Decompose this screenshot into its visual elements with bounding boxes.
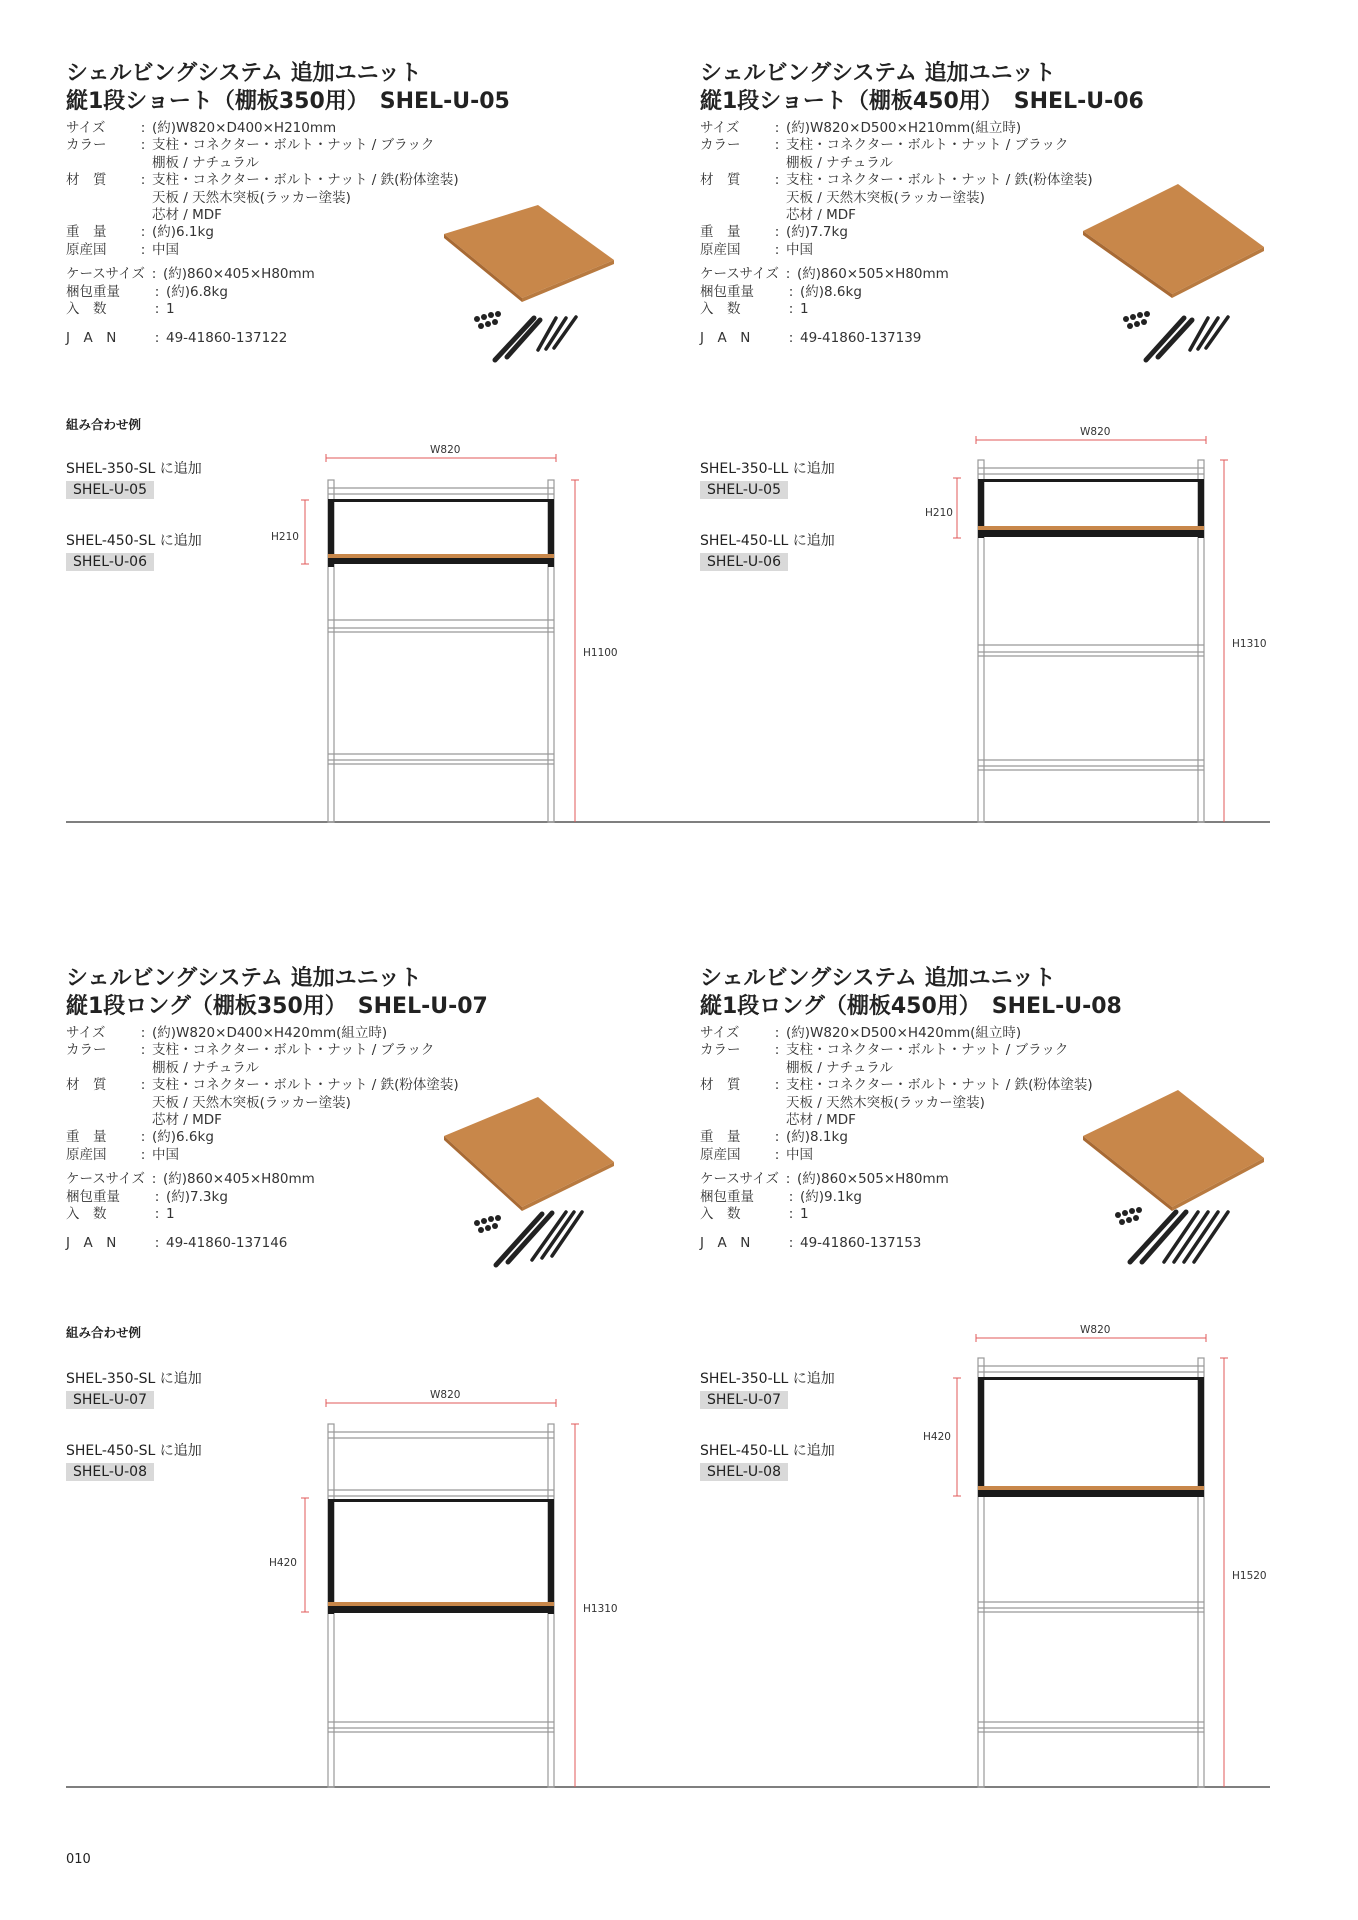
spec-origin: 中国 bbox=[786, 1146, 813, 1163]
product-title-line1: シェルビングシステム 追加ユニット bbox=[700, 61, 1056, 86]
spec-size: (約)W820×D400×H420mm(組立時) bbox=[152, 1025, 388, 1041]
combo-sl450-text: SHEL-450-SL に追加 bbox=[66, 533, 202, 549]
spec-material: 芯材 / MDF bbox=[152, 1112, 222, 1129]
spec-material: 天板 / 天然木突板(ラッカー塗装) bbox=[786, 1094, 985, 1111]
spec-label: 入 数 bbox=[700, 1206, 741, 1223]
spec-list: サイズ : (約)W820×D500×H420mm(組立時) カラー : 支柱・コネクター・ボルト・ナット / ブラック 棚板 / ナチュラル 材 質 : 支柱・コネクター・ボルト・ナット / 鉄(粉体塗装) 天板 / 天然木突板(ラッカー塗装) 芯材 / MDF 重 量 : (約)8.1kg 原産国 : 中国 ケースサイズ : (約)860×505×H80mm 梱包重量 : (約)9.1kg 入 数 : 1 J A N : 49-41860-137153 bbox=[700, 1025, 1093, 1252]
spec-qty: 1 bbox=[166, 301, 175, 318]
combo-sl350-text: SHEL-350-SL に追加 bbox=[66, 1371, 202, 1387]
combo-sl350-badge: SHEL-U-05 bbox=[66, 481, 154, 499]
spec-pack-weight: (約)7.3kg bbox=[166, 1188, 228, 1205]
product-title-line1: シェルビングシステム 追加ユニット bbox=[66, 966, 422, 991]
combo-heading: 組み合わせ例 bbox=[66, 1325, 142, 1340]
spec-label: 材 質 bbox=[66, 1077, 107, 1094]
spec-case-size: (約)860×505×H80mm bbox=[796, 266, 949, 283]
shelf-diagram-2 bbox=[953, 436, 1228, 822]
spec-label: サイズ bbox=[700, 1025, 740, 1041]
combo-sl350-badge: SHEL-U-07 bbox=[66, 1391, 154, 1409]
spec-color: 支柱・コネクター・ボルト・ナット / ブラック bbox=[152, 1042, 435, 1059]
spec-color: 棚板 / ナチュラル bbox=[786, 154, 893, 171]
spec-jan: 49-41860-137122 bbox=[166, 330, 288, 347]
spec-case-size: (約)860×505×H80mm bbox=[796, 1171, 949, 1188]
product-title-line1: シェルビングシステム 追加ユニット bbox=[66, 61, 422, 86]
spec-material: 支柱・コネクター・ボルト・ナット / 鉄(粉体塗装) bbox=[152, 1077, 459, 1094]
dimension-width-label: W820 bbox=[1080, 426, 1111, 438]
dimension-unit-height-label: H420 bbox=[269, 1557, 297, 1569]
spec-label: 入 数 bbox=[66, 301, 107, 318]
product-block-u07 bbox=[66, 965, 488, 1253]
spec-material: 天板 / 天然木突板(ラッカー塗装) bbox=[152, 1094, 351, 1111]
spec-label: ケースサイズ bbox=[700, 266, 779, 283]
dimension-total-height-label: H1520 bbox=[1232, 1570, 1267, 1582]
combo-heading: 組み合わせ例 bbox=[66, 417, 142, 432]
dimension-unit-height-label: H420 bbox=[923, 1431, 951, 1443]
spec-weight: (約)6.1kg bbox=[152, 224, 214, 241]
spec-label: カラー bbox=[700, 137, 741, 154]
page-number: 010 bbox=[66, 1852, 91, 1867]
combo-sl350-text: SHEL-350-SL に追加 bbox=[66, 461, 202, 477]
spec-label: 重 量 bbox=[700, 1129, 741, 1146]
spec-label: 重 量 bbox=[700, 224, 741, 241]
combo-sl450-text: SHEL-450-SL に追加 bbox=[66, 1443, 202, 1459]
spec-label: 梱包重量 bbox=[700, 283, 754, 300]
combo-ll450-text: SHEL-450-LL に追加 bbox=[700, 533, 835, 549]
spec-material: 支柱・コネクター・ボルト・ナット / 鉄(粉体塗装) bbox=[786, 1077, 1093, 1094]
combo-ll350-badge: SHEL-U-05 bbox=[700, 481, 788, 499]
combo-sl450-badge: SHEL-U-08 bbox=[66, 1463, 154, 1481]
spec-color: 棚板 / ナチュラル bbox=[152, 1059, 259, 1076]
dimension-total-height-label: H1310 bbox=[583, 1603, 618, 1615]
spec-material: 支柱・コネクター・ボルト・ナット / 鉄(粉体塗装) bbox=[152, 172, 459, 189]
spec-pack-weight: (約)8.6kg bbox=[800, 283, 862, 300]
product-block-u06 bbox=[700, 60, 1144, 348]
spec-label: 重 量 bbox=[66, 224, 107, 241]
spec-jan: 49-41860-137146 bbox=[166, 1235, 288, 1252]
spec-label: 材 質 bbox=[700, 172, 741, 189]
spec-size: (約)W820×D500×H210mm(組立時) bbox=[786, 120, 1022, 136]
spec-jan: 49-41860-137139 bbox=[800, 330, 922, 347]
spec-weight: (約)6.6kg bbox=[152, 1129, 214, 1146]
product-title-line2: 縦1段ショート（棚板350用） SHEL-U-05 bbox=[66, 89, 510, 114]
spec-qty: 1 bbox=[800, 301, 809, 318]
product-title-line2: 縦1段ショート（棚板450用） SHEL-U-06 bbox=[700, 89, 1144, 114]
spec-list: サイズ : (約)W820×D400×H420mm(組立時) カラー : 支柱・コネクター・ボルト・ナット / ブラック 棚板 / ナチュラル 材 質 : 支柱・コネクター・ボルト・ナット / 鉄(粉体塗装) 天板 / 天然木突板(ラッカー塗装) 芯材 / MDF 重 量 : (約)6.6kg 原産国 : 中国 ケースサイズ : (約)860×405×H80mm 梱包重量 : (約)7.3kg 入 数 : 1 J A N : 49-41860-137146 bbox=[66, 1025, 459, 1252]
combo-ll350-badge: SHEL-U-07 bbox=[700, 1391, 788, 1409]
dimension-unit-height-label: H210 bbox=[271, 531, 299, 543]
combo-ll450-badge: SHEL-U-08 bbox=[700, 1463, 788, 1481]
spec-case-size: (約)860×405×H80mm bbox=[162, 1171, 315, 1188]
spec-list: サイズ : (約)W820×D500×H210mm(組立時) カラー : 支柱・コネクター・ボルト・ナット / ブラック 棚板 / ナチュラル 材 質 : 支柱・コネクター・ボルト・ナット / 鉄(粉体塗装) 天板 / 天然木突板(ラッカー塗装) 芯材 / MDF 重 量 : (約)7.7kg 原産国 : 中国 ケースサイズ : (約)860×505×H80mm 梱包重量 : (約)8.6kg 入 数 : 1 J A N : 49-41860-137139 bbox=[700, 120, 1093, 347]
spec-material: 芯材 / MDF bbox=[786, 207, 856, 224]
spec-label: サイズ bbox=[66, 120, 106, 136]
spec-color: 支柱・コネクター・ボルト・ナット / ブラック bbox=[152, 137, 435, 154]
spec-label: ケースサイズ bbox=[700, 1171, 779, 1188]
spec-material: 芯材 / MDF bbox=[786, 1112, 856, 1129]
spec-label: 梱包重量 bbox=[700, 1188, 754, 1205]
spec-label: 入 数 bbox=[700, 301, 741, 318]
spec-label: 原産国 bbox=[700, 1146, 741, 1163]
spec-label: J A N bbox=[700, 1235, 751, 1252]
dimension-width-label: W820 bbox=[430, 1389, 461, 1401]
spec-label: 重 量 bbox=[66, 1129, 107, 1146]
spec-label: カラー bbox=[66, 137, 107, 154]
spec-case-size: (約)860×405×H80mm bbox=[162, 266, 315, 283]
shelf-diagram-4 bbox=[953, 1334, 1228, 1787]
spec-size: (約)W820×D500×H420mm(組立時) bbox=[786, 1025, 1022, 1041]
spec-origin: 中国 bbox=[152, 1146, 179, 1163]
spec-weight: (約)7.7kg bbox=[786, 224, 848, 241]
product-block-u08 bbox=[700, 965, 1122, 1253]
spec-color: 棚板 / ナチュラル bbox=[786, 1059, 893, 1076]
shelf-diagram-3 bbox=[301, 1399, 579, 1787]
spec-label: ケースサイズ bbox=[66, 266, 145, 283]
spec-label: J A N bbox=[700, 330, 751, 347]
spec-jan: 49-41860-137153 bbox=[800, 1235, 922, 1252]
spec-pack-weight: (約)6.8kg bbox=[166, 283, 228, 300]
spec-label: カラー bbox=[700, 1042, 741, 1059]
spec-label: カラー bbox=[66, 1042, 107, 1059]
spec-qty: 1 bbox=[800, 1206, 809, 1223]
shelf-diagram-1 bbox=[301, 454, 579, 822]
combo-ll450-badge: SHEL-U-06 bbox=[700, 553, 788, 571]
spec-weight: (約)8.1kg bbox=[786, 1129, 848, 1146]
spec-label: 原産国 bbox=[66, 1146, 107, 1163]
spec-material: 芯材 / MDF bbox=[152, 207, 222, 224]
spec-label: サイズ bbox=[66, 1025, 106, 1041]
product-title-line1: シェルビングシステム 追加ユニット bbox=[700, 966, 1056, 991]
spec-label: J A N bbox=[66, 1235, 117, 1252]
spec-label: J A N bbox=[66, 330, 117, 347]
combo-sl450-badge: SHEL-U-06 bbox=[66, 553, 154, 571]
spec-material: 天板 / 天然木突板(ラッカー塗装) bbox=[786, 189, 985, 206]
spec-label: ケースサイズ bbox=[66, 1171, 145, 1188]
spec-label: 梱包重量 bbox=[66, 1188, 120, 1205]
product-title-line2: 縦1段ロング（棚板350用） SHEL-U-07 bbox=[66, 994, 488, 1019]
dimension-total-height-label: H1310 bbox=[1232, 638, 1267, 650]
combo-ll350-text: SHEL-350-LL に追加 bbox=[700, 461, 835, 477]
spec-label: 材 質 bbox=[700, 1077, 741, 1094]
product-block-u05 bbox=[66, 60, 510, 348]
spec-origin: 中国 bbox=[152, 241, 179, 258]
spec-material: 支柱・コネクター・ボルト・ナット / 鉄(粉体塗装) bbox=[786, 172, 1093, 189]
spec-label: 入 数 bbox=[66, 1206, 107, 1223]
spec-label: 梱包重量 bbox=[66, 283, 120, 300]
spec-label: 材 質 bbox=[66, 172, 107, 189]
spec-qty: 1 bbox=[166, 1206, 175, 1223]
spec-label: 原産国 bbox=[700, 241, 741, 258]
dimension-total-height-label: H1100 bbox=[583, 647, 618, 659]
spec-size: (約)W820×D400×H210mm bbox=[152, 120, 337, 136]
spec-color: 支柱・コネクター・ボルト・ナット / ブラック bbox=[786, 1042, 1069, 1059]
spec-list: サイズ : (約)W820×D400×H210mm カラー : 支柱・コネクター・ボルト・ナット / ブラック 棚板 / ナチュラル 材 質 : 支柱・コネクター・ボルト・ナット / 鉄(粉体塗装) 天板 / 天然木突板(ラッカー塗装) 芯材 / MDF 重 量 : (約)6.1kg 原産国 : 中国 ケースサイズ : (約)860×405×H80mm 梱包重量 : (約)6.8kg 入 数 : 1 J A N : 49-41860-137122 bbox=[66, 120, 459, 347]
spec-color: 支柱・コネクター・ボルト・ナット / ブラック bbox=[786, 137, 1069, 154]
dimension-width-label: W820 bbox=[1080, 1324, 1111, 1336]
spec-origin: 中国 bbox=[786, 241, 813, 258]
spec-label: サイズ bbox=[700, 120, 740, 136]
spec-color: 棚板 / ナチュラル bbox=[152, 154, 259, 171]
combo-ll450-text: SHEL-450-LL に追加 bbox=[700, 1443, 835, 1459]
dimension-width-label: W820 bbox=[430, 444, 461, 456]
spec-pack-weight: (約)9.1kg bbox=[800, 1188, 862, 1205]
spec-material: 天板 / 天然木突板(ラッカー塗装) bbox=[152, 189, 351, 206]
product-title-line2: 縦1段ロング（棚板450用） SHEL-U-08 bbox=[700, 994, 1122, 1019]
dimension-unit-height-label: H210 bbox=[925, 507, 953, 519]
combo-ll350-text: SHEL-350-LL に追加 bbox=[700, 1371, 835, 1387]
spec-label: 原産国 bbox=[66, 241, 107, 258]
